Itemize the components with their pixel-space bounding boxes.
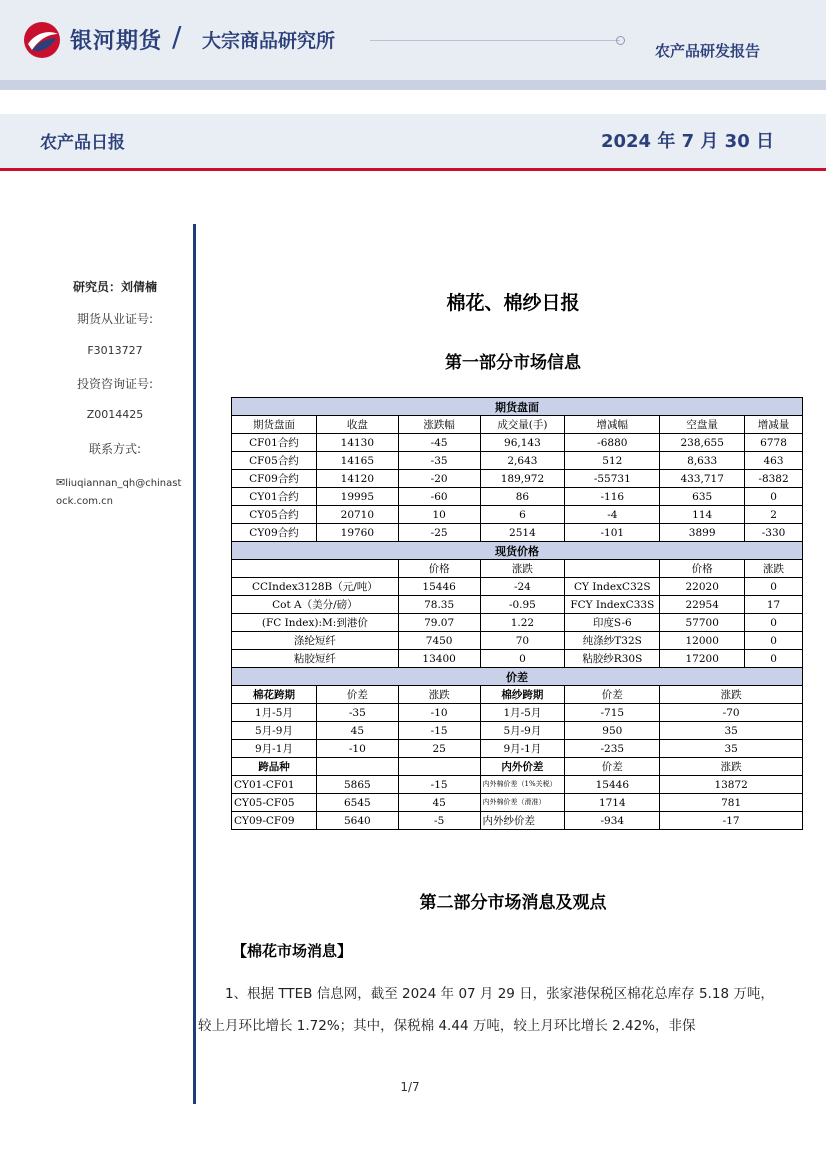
column-header: 涨跌 xyxy=(745,560,803,578)
table-cell: -235 xyxy=(565,740,660,758)
table-cell: 14130 xyxy=(316,434,398,452)
table-row xyxy=(232,650,803,668)
table-cell: 17200 xyxy=(660,650,745,668)
table-cell: 635 xyxy=(660,488,745,506)
table-cell: -45 xyxy=(398,434,480,452)
header-row-spot xyxy=(232,560,803,578)
table-cell: CF09合约 xyxy=(232,470,317,488)
table-cell: 19995 xyxy=(316,488,398,506)
column-header: 成交量(手) xyxy=(480,416,565,434)
table-cell: CY01-CF01 xyxy=(232,776,317,794)
table-row xyxy=(232,632,803,650)
table-cell: -15 xyxy=(398,722,480,740)
consult-number: Z0014425 xyxy=(86,408,144,421)
license-number: F3013727 xyxy=(87,344,143,357)
part2-heading: 第二部分市场消息及观点 xyxy=(419,893,607,913)
table-cell: -101 xyxy=(565,524,660,542)
table-cell: 781 xyxy=(660,794,803,812)
section-row-spread xyxy=(232,668,803,686)
table-cell: 0 xyxy=(745,488,803,506)
column-header xyxy=(232,560,399,578)
table-cell: 79.07 xyxy=(398,614,480,632)
table-row xyxy=(232,722,803,740)
table-row xyxy=(232,524,803,542)
table-cell: 6545 xyxy=(316,794,398,812)
table-cell: 19760 xyxy=(316,524,398,542)
table-cell: 0 xyxy=(745,578,803,596)
table-cell: 8,633 xyxy=(660,452,745,470)
table-cell: 17 xyxy=(745,596,803,614)
table-cell: 13872 xyxy=(660,776,803,794)
table-cell: 0 xyxy=(745,632,803,650)
table-cell: -10 xyxy=(316,740,398,758)
column-header: 收盘 xyxy=(316,416,398,434)
table-cell: 13400 xyxy=(398,650,480,668)
contact-label: 联系方式: xyxy=(88,442,142,456)
table-cell: -10 xyxy=(398,704,480,722)
table-cell: 粘胶纱R30S xyxy=(565,650,660,668)
table-cell: 22954 xyxy=(660,596,745,614)
report-title: 棉花、棉纱日报 xyxy=(446,292,580,314)
column-header: 价格 xyxy=(660,560,745,578)
table-cell: -116 xyxy=(565,488,660,506)
researcher-name: 研究员：刘倩楠 xyxy=(72,280,157,294)
report-category: 农产品日报 xyxy=(40,133,125,153)
column-header: 涨跌 xyxy=(480,560,565,578)
section-row-spot xyxy=(232,542,803,560)
table-cell: 15446 xyxy=(398,578,480,596)
table-cell: 15446 xyxy=(565,776,660,794)
table-cell: 512 xyxy=(565,452,660,470)
table-cell: CY05合约 xyxy=(232,506,317,524)
table-cell: 12000 xyxy=(660,632,745,650)
column-header: 跨品种 xyxy=(232,758,317,776)
page-number: 1/7 xyxy=(400,1080,420,1094)
table-cell: 3899 xyxy=(660,524,745,542)
table-cell: 20710 xyxy=(316,506,398,524)
mail-icon: ✉ xyxy=(56,476,66,489)
table-cell: 内外纱价差 xyxy=(480,812,565,830)
galaxy-logo-icon xyxy=(22,20,62,60)
email-text: liuqiannan_qh@chinastock.com.cn xyxy=(56,478,182,507)
header-row-futures xyxy=(232,416,803,434)
brand-name: 银河期货 xyxy=(70,29,163,54)
table-row xyxy=(232,812,803,830)
table-cell: 6 xyxy=(480,506,565,524)
table-cell: -0.95 xyxy=(480,596,565,614)
table-cell: -5 xyxy=(398,812,480,830)
column-header: 内外价差 xyxy=(480,758,565,776)
column-header: 棉纱跨期 xyxy=(480,686,565,704)
part1-heading: 第一部分市场信息 xyxy=(445,353,581,373)
table-row xyxy=(232,470,803,488)
table-cell: -24 xyxy=(480,578,565,596)
table-row xyxy=(232,506,803,524)
table-cell: 5640 xyxy=(316,812,398,830)
table-cell: 22020 xyxy=(660,578,745,596)
table-cell: 9月-1月 xyxy=(232,740,317,758)
section-header: 价差 xyxy=(232,668,803,686)
column-header: 期货盘面 xyxy=(232,416,317,434)
header-divider xyxy=(370,40,620,41)
table-cell: -17 xyxy=(660,812,803,830)
column-header: 涨跌幅 xyxy=(398,416,480,434)
market-data-table xyxy=(231,397,803,830)
table-cell: -35 xyxy=(316,704,398,722)
table-cell: (FC Index):M:到港价 xyxy=(232,614,399,632)
column-header: 价差 xyxy=(565,686,660,704)
institute-name: 大宗商品研究所 xyxy=(202,30,336,52)
table-cell: 0 xyxy=(745,614,803,632)
table-cell: 1月-5月 xyxy=(232,704,317,722)
table-cell: FCY IndexC33S xyxy=(565,596,660,614)
column-header: 空盘量 xyxy=(660,416,745,434)
table-cell: -15 xyxy=(398,776,480,794)
table-cell: 1.22 xyxy=(480,614,565,632)
table-cell: 45 xyxy=(398,794,480,812)
table-cell: 2514 xyxy=(480,524,565,542)
table-cell: -715 xyxy=(565,704,660,722)
table-cell: 1月-5月 xyxy=(480,704,565,722)
banner-red-line xyxy=(0,168,826,171)
section-header: 现货价格 xyxy=(232,542,803,560)
table-cell: 14120 xyxy=(316,470,398,488)
table-cell: 189,972 xyxy=(480,470,565,488)
consult-label: 投资咨询证号: xyxy=(76,377,154,391)
table-cell: 35 xyxy=(660,740,803,758)
table-cell: 2 xyxy=(745,506,803,524)
table-row xyxy=(232,578,803,596)
table-row xyxy=(232,614,803,632)
table-cell: CY05-CF05 xyxy=(232,794,317,812)
table-cell: CY IndexC32S xyxy=(565,578,660,596)
table-cell: CY09合约 xyxy=(232,524,317,542)
column-header: 价格 xyxy=(398,560,480,578)
column-header: 价差 xyxy=(565,758,660,776)
license-label: 期货从业证号: xyxy=(76,312,154,326)
table-cell: 45 xyxy=(316,722,398,740)
table-cell: 7450 xyxy=(398,632,480,650)
table-cell: 5865 xyxy=(316,776,398,794)
table-row xyxy=(232,434,803,452)
report-type: 农产品研发报告 xyxy=(654,42,760,60)
table-cell: 粘胶短纤 xyxy=(232,650,399,668)
table-cell: 950 xyxy=(565,722,660,740)
table-cell: -8382 xyxy=(745,470,803,488)
table-cell: 70 xyxy=(480,632,565,650)
table-cell: 96,143 xyxy=(480,434,565,452)
table-row xyxy=(232,776,803,794)
table-cell: 6778 xyxy=(745,434,803,452)
table-cell: 10 xyxy=(398,506,480,524)
table-cell: 114 xyxy=(660,506,745,524)
table-cell: 14165 xyxy=(316,452,398,470)
table-cell: 433,717 xyxy=(660,470,745,488)
report-date: 2024 年 7 月 30 日 xyxy=(600,131,774,152)
table-row xyxy=(232,488,803,506)
table-cell: 57700 xyxy=(660,614,745,632)
table-cell: -25 xyxy=(398,524,480,542)
column-header: 棉花跨期 xyxy=(232,686,317,704)
table-cell: -4 xyxy=(565,506,660,524)
table-cell: 5月-9月 xyxy=(480,722,565,740)
column-header xyxy=(398,758,480,776)
table-cell: CF01合约 xyxy=(232,434,317,452)
table-cell: -6880 xyxy=(565,434,660,452)
news-paragraph: 1、根据 TTEB 信息网，截至 2024 年 07 月 29 日，张家港保税区棉花总库存 5.18 万吨，较上月环比增长 1.72%；其中，保税棉 4.44 万吨，较上月环比增长 2.42%，非保 xyxy=(198,986,774,1034)
table-cell: -60 xyxy=(398,488,480,506)
header-row-spread xyxy=(232,686,803,704)
column-header: 增减幅 xyxy=(565,416,660,434)
table-cell: -330 xyxy=(745,524,803,542)
section-header: 期货盘面 xyxy=(232,398,803,416)
table-cell: 35 xyxy=(660,722,803,740)
cotton-news-heading: 【棉花市场消息】 xyxy=(232,942,353,960)
table-row xyxy=(232,704,803,722)
table-cell: -20 xyxy=(398,470,480,488)
table-cell: 86 xyxy=(480,488,565,506)
table-cell: 涤纶短纤 xyxy=(232,632,399,650)
table-cell: CY09-CF09 xyxy=(232,812,317,830)
table-cell: 内外棉价差（1%关税） xyxy=(480,776,565,794)
table-row xyxy=(232,452,803,470)
column-header: 涨跌 xyxy=(398,686,480,704)
table-cell: 1714 xyxy=(565,794,660,812)
table-cell: -55731 xyxy=(565,470,660,488)
table-row xyxy=(232,794,803,812)
table-cell: CF05合约 xyxy=(232,452,317,470)
table-cell: 78.35 xyxy=(398,596,480,614)
table-cell: 463 xyxy=(745,452,803,470)
column-header: 涨跌 xyxy=(660,758,803,776)
table-cell: 0 xyxy=(480,650,565,668)
header-band xyxy=(0,80,826,90)
table-cell: -70 xyxy=(660,704,803,722)
column-header xyxy=(565,560,660,578)
table-cell: CCIndex3128B（元/吨） xyxy=(232,578,399,596)
column-header: 价差 xyxy=(316,686,398,704)
column-header: 涨跌 xyxy=(660,686,803,704)
table-cell: 238,655 xyxy=(660,434,745,452)
column-header: 增减量 xyxy=(745,416,803,434)
sidebar-divider xyxy=(193,224,196,1104)
header-row-cross xyxy=(232,758,803,776)
table-cell: 印度S-6 xyxy=(565,614,660,632)
table-cell: 2,643 xyxy=(480,452,565,470)
table-cell: CY01合约 xyxy=(232,488,317,506)
table-cell: 5月-9月 xyxy=(232,722,317,740)
table-cell: -934 xyxy=(565,812,660,830)
column-header xyxy=(316,758,398,776)
table-cell: 纯涤纱T32S xyxy=(565,632,660,650)
table-cell: 内外棉价差（滑准） xyxy=(480,794,565,812)
table-cell: 9月-1月 xyxy=(480,740,565,758)
header-dot xyxy=(616,36,625,45)
table-cell: -35 xyxy=(398,452,480,470)
table-cell: Cot A（美分/磅） xyxy=(232,596,399,614)
section-row-futures xyxy=(232,398,803,416)
table-row xyxy=(232,596,803,614)
table-cell: 25 xyxy=(398,740,480,758)
table-row xyxy=(232,740,803,758)
brand-slash: / xyxy=(172,20,182,53)
table-cell: 0 xyxy=(745,650,803,668)
contact-email[interactable] xyxy=(56,474,186,511)
